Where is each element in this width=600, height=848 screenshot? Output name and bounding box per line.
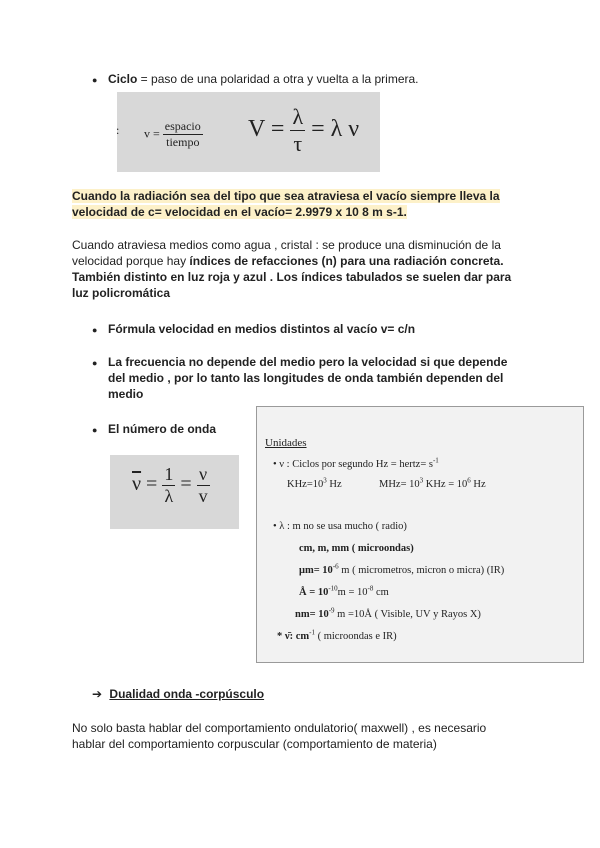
eq2-den1: λ: [164, 486, 174, 506]
eq2-eq: =: [146, 473, 158, 496]
para1-line-1: Cuando atraviesa medios como agua , cristal : se produce una disminución de la: [72, 238, 501, 252]
arrow-right-icon: ➔: [92, 687, 103, 701]
formula-bullet: Fórmula velocidad en medios distintos al vacío v= c/n: [108, 322, 416, 336]
highlight-line-2: velocidad de c= velocidad en el vacío= 2.9979 x 10 8 m s-1.: [72, 205, 407, 219]
wavenumber-bullet: El número de onda: [108, 422, 217, 436]
units-a-mid: m = 10: [337, 587, 368, 598]
units-wn: * ν̄: cm: [277, 631, 310, 642]
frequency-bullet: [108, 354, 507, 402]
ciclo-definition: = paso de una polaridad a otra y vuelta a la primera.: [137, 72, 419, 86]
units-a-exp2: -8: [367, 584, 374, 593]
units-nu-text: • ν : Ciclos por segundo Hz = hertz= s: [273, 459, 433, 470]
units-box: [256, 406, 584, 663]
units-a-tail: cm: [373, 587, 389, 598]
ciclo-term: Ciclo: [108, 72, 138, 86]
units-mhz: MHz= 10: [379, 479, 420, 490]
frequency-line-1: La frecuencia no depende del medio pero la velocidad si que depende: [108, 355, 508, 369]
units-wn-exp: -1: [309, 628, 315, 637]
eq1-num: espacio: [164, 119, 201, 133]
units-khz-hz: Hz: [326, 479, 342, 490]
frequency-line-2: del medio , por lo tanto las longitudes de onda también dependen del: [108, 371, 504, 385]
bullet-dot: ●: [92, 358, 98, 368]
eq1-rhs-tail: = λ ν: [311, 116, 360, 143]
units-um-tail: m ( micrometros, micron o micra) (IR): [338, 565, 505, 576]
units-wn-tail: ( microondas e IR): [314, 631, 397, 642]
eq2-num2: ν: [197, 464, 210, 486]
bullet-dot: ●: [92, 425, 98, 435]
units-mhz-exp2: 6: [467, 476, 471, 485]
units-wavenumber-line: [277, 628, 397, 642]
units-um-line: [299, 562, 505, 576]
dualidad-title: Dualidad onda -corpúsculo: [109, 687, 265, 701]
units-um: μm= 10: [299, 565, 333, 576]
dualidad-heading: [92, 687, 264, 701]
eq2-lhs: $\overline{\nu}$: [132, 473, 142, 496]
bullet-dot: ●: [92, 75, 98, 85]
units-um-exp: -6: [332, 562, 339, 571]
eq1-lhs: v =: [144, 126, 160, 141]
units-title: Unidades: [265, 437, 307, 449]
units-khz: KHz=10: [287, 479, 324, 490]
units-mhz-hz: Hz: [470, 479, 486, 490]
frequency-line-3: medio: [108, 387, 144, 401]
units-nu-exp: -1: [432, 456, 439, 465]
units-mhz-line: [379, 476, 486, 490]
para1-line-2-plain: velocidad porque hay: [72, 254, 190, 268]
units-lambda-line: • λ : m no se usa mucho ( radio): [273, 521, 407, 532]
units-mhz-mid: KHz = 10: [423, 479, 468, 490]
highlight-paragraph: [72, 188, 500, 220]
eq1-rhs-v: V =: [248, 116, 285, 143]
bullet-dot: ●: [92, 325, 98, 335]
media-paragraph: [72, 237, 511, 301]
ciclo-line: [108, 71, 419, 87]
eq2-eq-2: =: [180, 473, 192, 496]
units-nm: nm= 10: [295, 609, 329, 620]
para1-line-2-bold: índices de refacciones (n) para una radiación concreta.: [189, 254, 504, 268]
units-a-exp: -10: [328, 584, 338, 593]
units-nm-tail: m =10Å ( Visible, UV y Rayos X): [334, 609, 481, 620]
velocity-equation-left: [144, 119, 203, 150]
wavenumber-equation: [132, 464, 210, 507]
units-nm-line: [295, 606, 481, 620]
units-cm-line: cm, m, mm ( microondas): [299, 543, 414, 554]
units-mhz-exp: 3: [419, 476, 424, 485]
eq1-den: tiempo: [166, 135, 200, 149]
para2-line-2: hablar del comportamiento corpuscular (comportamiento de materia): [72, 737, 437, 751]
velocity-equation-right: [248, 104, 359, 157]
particle-paragraph: [72, 720, 486, 752]
eq2-den2: v: [198, 486, 208, 506]
units-nu-line: [273, 456, 439, 470]
highlight-line-1: Cuando la radiación sea del tipo que sea atraviesa el vacío siempre lleva la: [72, 189, 500, 203]
eq1-rhs-den: τ: [293, 131, 303, 156]
eq2-num1: 1: [164, 464, 174, 484]
units-khz-exp: 3: [323, 476, 327, 485]
para1-line-3: También distinto en luz roja y azul . Los índices tabulados se suelen dar para: [72, 270, 512, 284]
para1-line-4: luz policromática: [72, 286, 171, 300]
para2-line-1: No solo basta hablar del comportamiento ondulatorio( maxwell) , es necesario: [72, 721, 487, 735]
units-angstrom-line: [299, 584, 389, 598]
units-khz-line: [287, 476, 342, 490]
units-nm-exp: -9: [328, 606, 335, 615]
eq1-colon: :: [116, 123, 120, 137]
eq1-rhs-num: λ: [292, 104, 304, 129]
units-a: Å = 10: [299, 587, 329, 598]
